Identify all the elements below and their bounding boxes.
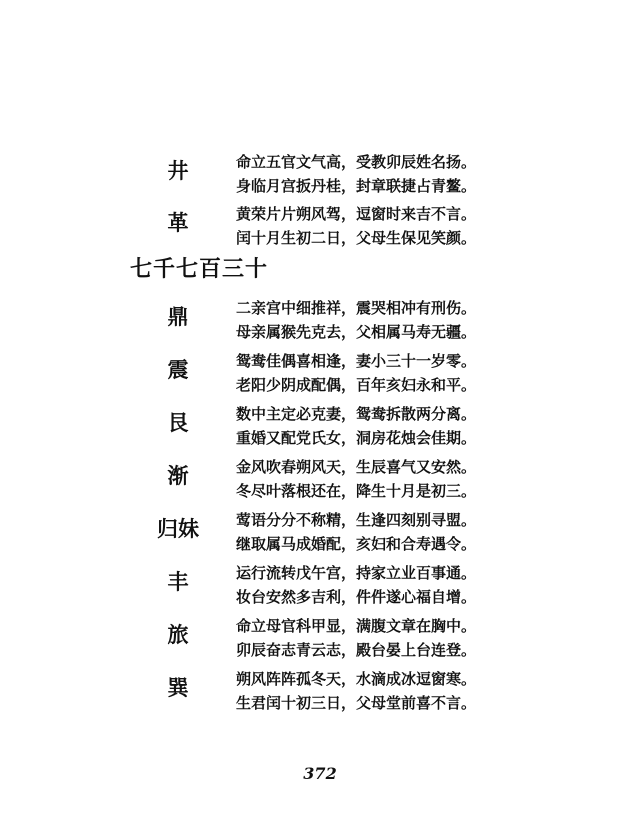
verse bbox=[236, 349, 626, 397]
verse bbox=[236, 202, 626, 250]
verse-line: 数中主定必克妻，鸳鸯拆散两分离。 bbox=[236, 405, 477, 423]
entry-gen bbox=[0, 402, 640, 452]
verse-line: 运行流转戊午宫，持家立业百事通。 bbox=[236, 564, 477, 582]
hexagram-name: 归妹 bbox=[157, 516, 199, 541]
entry-jian bbox=[0, 455, 640, 505]
verse-line: 二亲宫中细推祥，震哭相冲有刑伤。 bbox=[236, 299, 477, 317]
verse-line: 老阳少阴成配偶，百年亥妇永和平。 bbox=[236, 376, 477, 394]
verse-line: 卯辰奋志青云志，殿台晏上台连登。 bbox=[236, 641, 477, 659]
verse-line: 命立五官文气高，受教卯辰姓名扬。 bbox=[236, 153, 477, 171]
verse-line: 命立母官科甲显，满腹文章在胸中。 bbox=[236, 617, 477, 635]
verse-line: 金风吹春朔风天，生辰喜气又安然。 bbox=[236, 458, 477, 476]
hexagram-name: 丰 bbox=[167, 569, 189, 594]
entry-jing bbox=[0, 150, 640, 200]
hexagram-name: 旅 bbox=[167, 622, 189, 647]
entry-ge bbox=[0, 202, 640, 252]
verse-line: 重婚又配党氏女，洞房花烛会佳期。 bbox=[236, 429, 477, 447]
entry-ding bbox=[0, 296, 640, 346]
verse-line: 继取属马成婚配，亥妇和合寿遇令。 bbox=[236, 535, 477, 553]
verse-line: 朔风阵阵孤冬天，水滴成冰逗窗寒。 bbox=[236, 670, 477, 688]
verse-line: 妆台安然多吉利，件件遂心福自增。 bbox=[236, 588, 477, 606]
entry-zhen bbox=[0, 349, 640, 399]
verse bbox=[236, 150, 626, 198]
verse bbox=[236, 508, 626, 556]
hexagram-name: 艮 bbox=[167, 410, 189, 435]
verse bbox=[236, 296, 626, 344]
verse-line: 莺语分分不称精，生逢四刻别寻盟。 bbox=[236, 511, 477, 529]
verse-line: 冬尽叶落根还在，降生十月是初三。 bbox=[236, 482, 477, 500]
verse-line: 黄荣片片朔风驾，逗窗时来吉不言。 bbox=[236, 205, 477, 223]
page-number: 372 bbox=[303, 764, 337, 783]
verse-line: 闰十月生初二日，父母生保见笑颜。 bbox=[236, 229, 477, 247]
hexagram-name: 鼎 bbox=[167, 304, 189, 329]
verse-line: 身临月宫扳丹桂，封章联捷占青鳌。 bbox=[236, 177, 477, 195]
verse bbox=[236, 667, 626, 715]
verse bbox=[236, 402, 626, 450]
hexagram-name: 井 bbox=[167, 158, 189, 183]
verse-line: 母亲属猴先克去，父相属马寿无疆。 bbox=[236, 323, 477, 341]
entry-guimei bbox=[0, 508, 640, 558]
verse bbox=[236, 455, 626, 503]
hexagram-name: 巽 bbox=[167, 675, 189, 700]
verse-line: 鸳鸯佳偶喜相逢，妻小三十一岁零。 bbox=[236, 352, 477, 370]
hexagram-name: 震 bbox=[167, 357, 189, 382]
verse bbox=[236, 561, 626, 609]
section-title: 七千七百三十 bbox=[130, 256, 269, 282]
hexagram-name: 革 bbox=[167, 210, 189, 235]
entry-lv bbox=[0, 614, 640, 664]
entry-feng bbox=[0, 561, 640, 611]
verse bbox=[236, 614, 626, 662]
verse-line: 生君闰十初三日，父母堂前喜不言。 bbox=[236, 694, 477, 712]
entry-xun bbox=[0, 667, 640, 717]
hexagram-name: 渐 bbox=[167, 463, 189, 488]
